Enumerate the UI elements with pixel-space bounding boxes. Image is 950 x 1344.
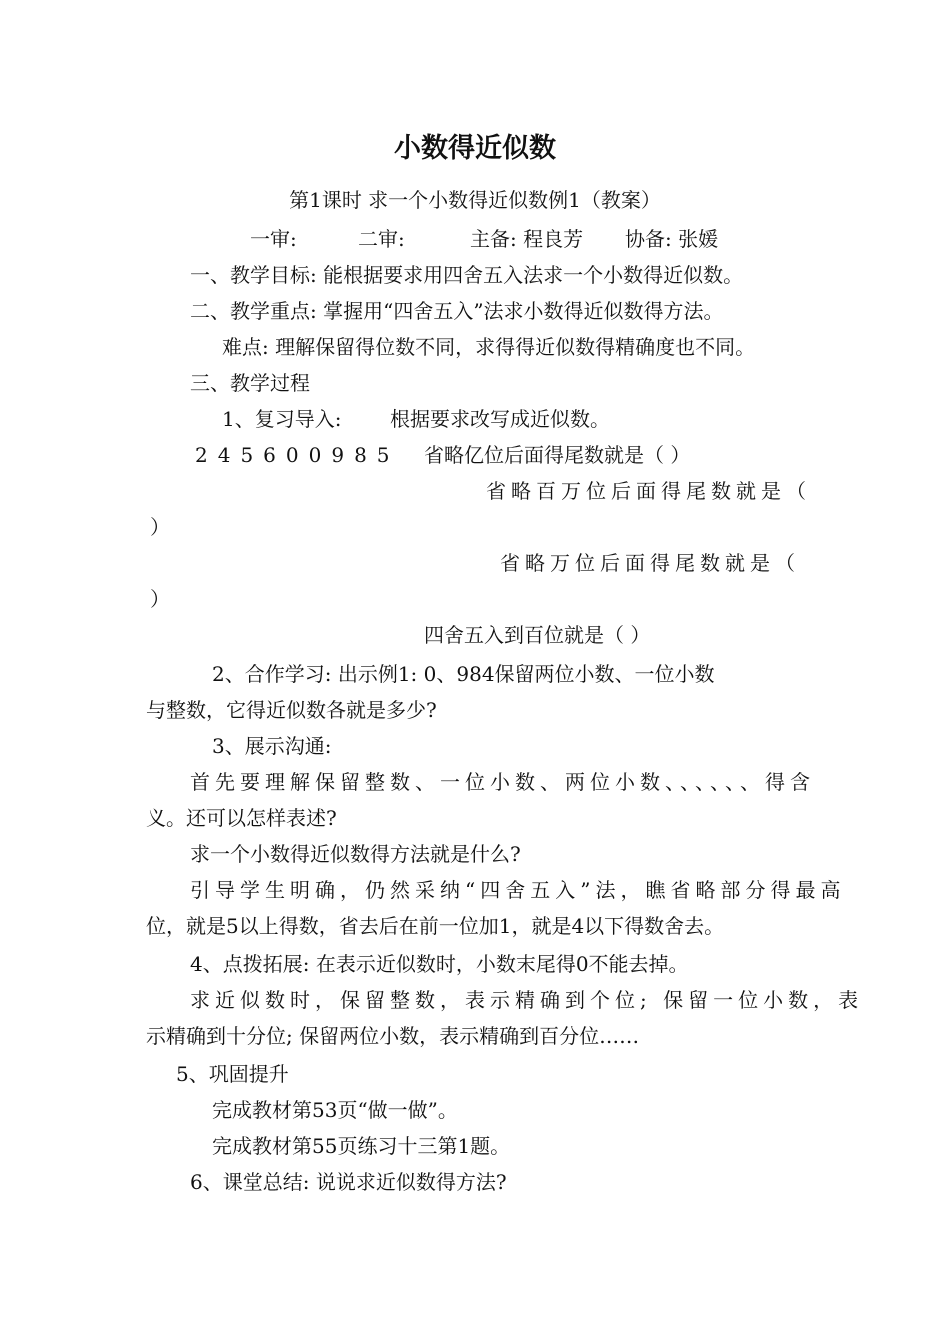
main-preparer: 主备: 程良芳	[470, 227, 584, 251]
question-hundreds: 四舍五入到百位就是（ ）	[424, 623, 651, 647]
lesson-subtitle: 第1课时 求一个小数得近似数例1（教案）	[289, 188, 661, 212]
question-million: 省略百万位后面得尾数就是（	[486, 479, 811, 503]
question-ten-thousand: 省略万位后面得尾数就是（	[500, 551, 800, 575]
teaching-goal: 一、教学目标: 能根据要求用四舍五入法求一个小数得近似数。	[190, 263, 744, 287]
question-million-close: ）	[150, 515, 170, 539]
teaching-key-point: 二、教学重点: 掌握用“四舍五入”法求小数得近似数得方法。	[190, 299, 724, 323]
paragraph2: 求一个小数得近似数得方法就是什么?	[190, 842, 521, 866]
co-preparer: 协备: 张媛	[625, 227, 719, 251]
paragraph3-line1: 引导学生明确，仍然采纳“四舍五入”法，瞧省略部分得最高	[190, 878, 846, 902]
paragraph3-line2: 位，就是5以上得数，省去后在前一位加1，就是4以下得数舍去。	[146, 914, 725, 938]
step6-line: 6、课堂总结: 说说求近似数得方法?	[190, 1170, 507, 1194]
document-title: 小数得近似数	[394, 133, 556, 164]
step1-heading: 1、复习导入:	[222, 407, 342, 431]
question-hundred-million: 省略亿位后面得尾数就是（ ）	[424, 443, 691, 467]
teaching-difficulty: 难点: 理解保留得位数不同，求得得近似数得精确度也不同。	[222, 335, 756, 359]
step5-item2: 完成教材第55页练习十三第1题。	[212, 1134, 511, 1158]
step1-task: 根据要求改写成近似数。	[390, 407, 610, 431]
step3-heading: 3、展示沟通:	[212, 734, 332, 758]
step5-item1: 完成教材第53页“做一做”。	[212, 1098, 458, 1122]
teaching-process-heading: 三、教学过程	[190, 371, 310, 395]
paragraph4-line2: 示精确到十分位; 保留两位小数，表示精确到百分位……	[146, 1024, 640, 1048]
step2-line2: 与整数，它得近似数各就是多少?	[146, 698, 437, 722]
paragraph1-line1: 首先要理解保留整数、一位小数、两位小数、、、、、、得含	[190, 770, 815, 794]
first-reviewer-label: 一审:	[250, 227, 297, 251]
paragraph1-line2: 义。还可以怎样表述?	[146, 806, 337, 830]
question-ten-thousand-close: ）	[150, 587, 170, 611]
example-number: 245600985	[195, 443, 400, 467]
step5-heading: 5、巩固提升	[176, 1062, 289, 1086]
second-reviewer-label: 二审:	[358, 227, 405, 251]
step2-line1: 2、合作学习: 出示例1: 0、984保留两位小数、一位小数	[212, 662, 715, 686]
paragraph4-line1: 求近似数时，保留整数，表示精确到个位; 保留一位小数，表	[190, 988, 864, 1012]
step4-line: 4、点拨拓展: 在表示近似数时，小数末尾得0不能去掉。	[190, 952, 689, 976]
